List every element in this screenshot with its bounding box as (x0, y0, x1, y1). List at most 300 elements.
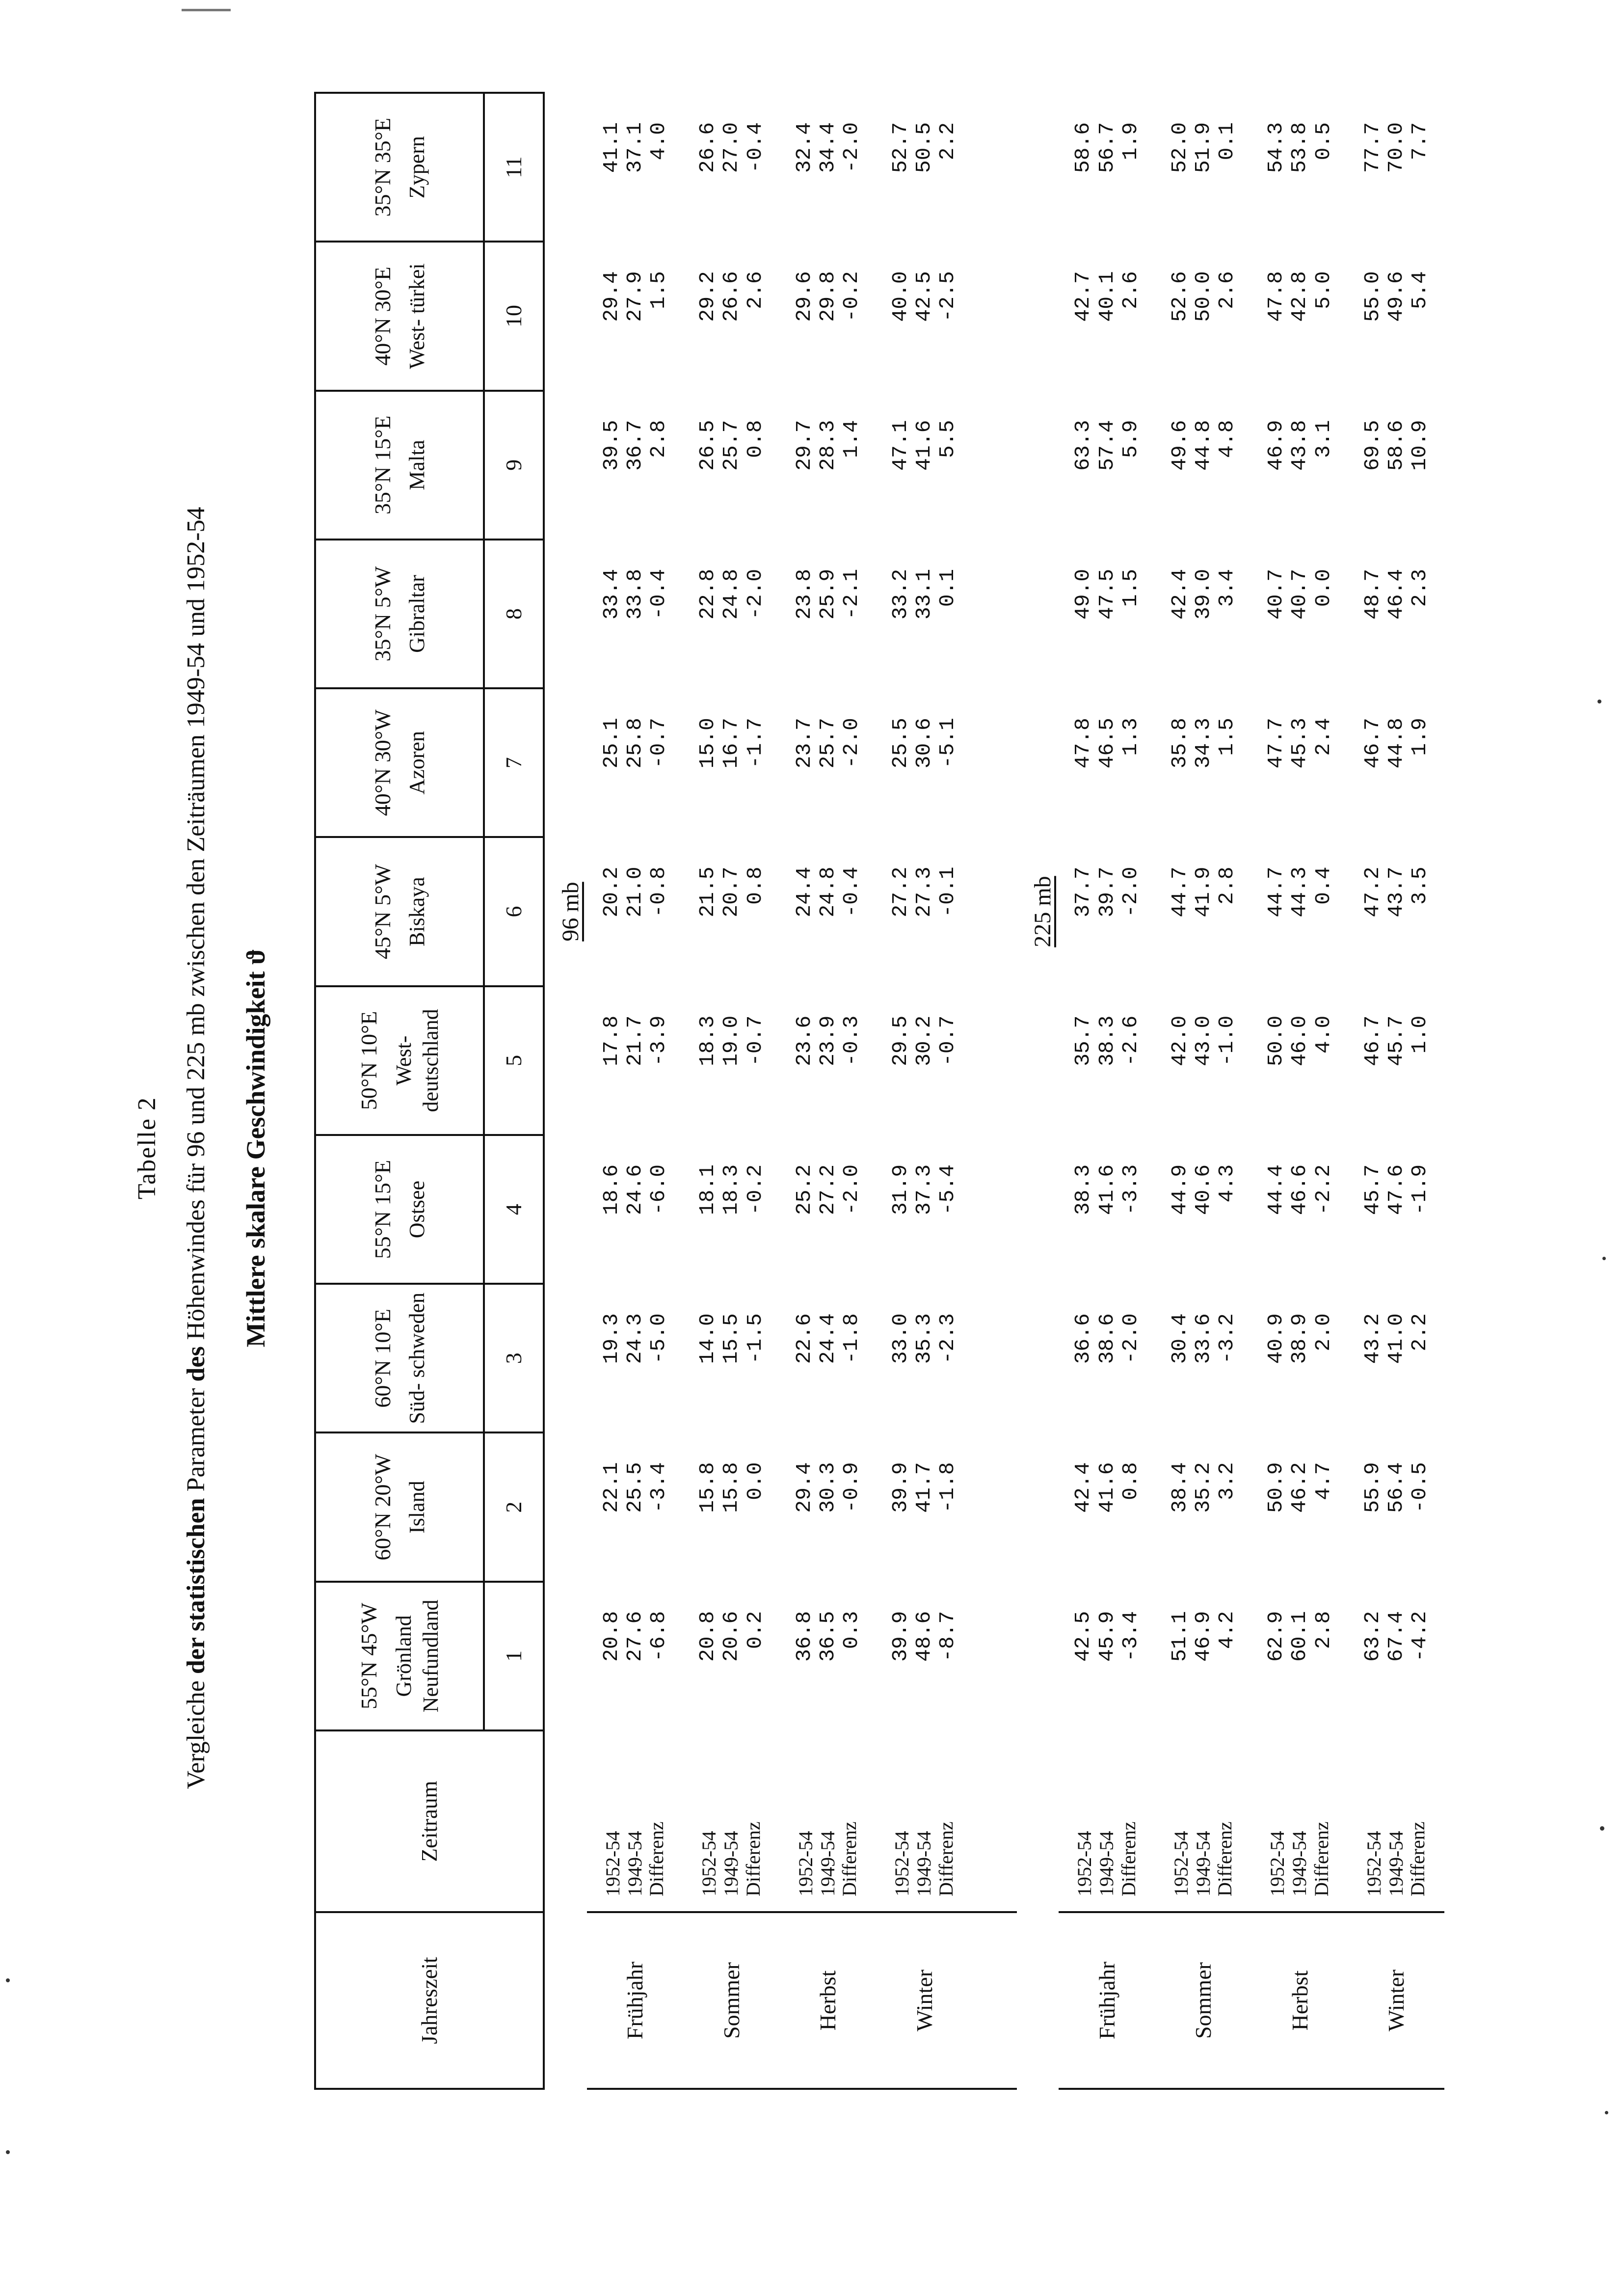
wind-speed-value: -0.8 (646, 866, 671, 918)
wind-speed-value: 47.5 (1094, 568, 1119, 620)
wind-speed-value: 42.4 (1071, 1462, 1095, 1513)
wind-speed-value: -5.1 (935, 718, 960, 769)
scan-speck (1600, 1826, 1604, 1831)
wind-speed-value: 24.8 (719, 568, 744, 620)
wind-speed-value: 46.4 (1384, 568, 1408, 620)
wind-speed-value: 30.2 (912, 1015, 936, 1066)
wind-speed-value: -1.8 (839, 1313, 863, 1364)
wind-speed-value: 44.3 (1287, 866, 1312, 918)
wind-speed-value: 42.5 (912, 271, 936, 322)
value-cell (876, 1284, 972, 1432)
wind-speed-value: 1.3 (1118, 718, 1143, 756)
wind-speed-value: 41.6 (1094, 1164, 1119, 1216)
table-row (876, 93, 972, 2089)
table-row (1155, 93, 1251, 2089)
wind-speed-value: 3.4 (1215, 568, 1239, 607)
wind-speed-value: -2.2 (1311, 1164, 1335, 1216)
period-label: 1949-54 (1384, 1831, 1407, 1896)
level-row (1017, 93, 1059, 2089)
value-cell (587, 93, 683, 242)
wind-speed-value: 36.6 (1071, 1313, 1095, 1364)
value-cell (1348, 93, 1444, 242)
station-coord: 35°N 5°W (370, 566, 395, 662)
value-cell (876, 93, 972, 242)
level-spacer (544, 1730, 587, 1912)
scan-speck (1602, 1257, 1606, 1260)
value-cell (1251, 93, 1348, 242)
station-name: Grönland Neufundland (391, 1599, 443, 1713)
table-subtitle (240, 0, 271, 2296)
wind-speed-value: 25.7 (719, 420, 744, 471)
wind-speed-value: 21.0 (622, 866, 647, 918)
wind-speed-value: 47.2 (1360, 866, 1384, 918)
title-bold-part: des (182, 1346, 210, 1382)
value-cell (1348, 1582, 1444, 1730)
wind-speed-value: 29.6 (792, 271, 816, 322)
value-cell (1059, 242, 1155, 390)
value-cell (1155, 986, 1251, 1135)
level-spacer (1017, 1912, 1059, 2089)
wind-speed-value: 0.2 (743, 1611, 767, 1649)
wind-speed-value: 47.6 (1384, 1164, 1408, 1216)
wind-speed-value: 18.1 (695, 1164, 720, 1216)
station-name: Gibraltar (405, 575, 429, 653)
season-label: Herbst (780, 1912, 876, 2089)
title-part: Höhenwindes für 96 und 225 mb zwischen den Zeiträumen 1949-54 und 1952-54 (182, 507, 210, 1340)
wind-speed-value: 37.3 (912, 1164, 936, 1216)
wind-speed-value: 7.7 (1408, 122, 1432, 161)
value-cell (683, 93, 779, 242)
wind-speed-value: 0.5 (1311, 122, 1335, 161)
wind-speed-value: 43.0 (1191, 1015, 1215, 1066)
season-column-header: Jahreszeit (315, 1912, 544, 2089)
value-cell (587, 986, 683, 1135)
wind-speed-value: 22.8 (695, 568, 720, 620)
wind-speed-value: 47.7 (1264, 718, 1288, 769)
value-cell (780, 1432, 876, 1581)
wind-speed-value: 5.9 (1118, 420, 1143, 459)
wind-speed-value: 46.9 (1191, 1611, 1215, 1662)
wind-speed-value: 15.5 (719, 1313, 744, 1364)
table-row (587, 93, 683, 2089)
wind-speed-value: 25.9 (815, 568, 840, 620)
value-cell (587, 837, 683, 986)
period-cell (1348, 1730, 1444, 1912)
wind-speed-value: 41.9 (1191, 866, 1215, 918)
wind-speed-value: 69.5 (1360, 420, 1384, 471)
wind-speed-value: 43.2 (1360, 1313, 1384, 1364)
wind-speed-value: 52.0 (1167, 122, 1192, 173)
wind-speed-value: 44.7 (1167, 866, 1192, 918)
wind-speed-value: -0.1 (935, 866, 960, 918)
value-cell (876, 1135, 972, 1284)
wind-speed-value: 42.0 (1167, 1015, 1192, 1066)
value-cell (683, 986, 779, 1135)
value-cell (1059, 1432, 1155, 1581)
title-bold-part: der statistischen (182, 1498, 210, 1675)
value-cell (1059, 688, 1155, 837)
period-label: 1952-54 (1170, 1831, 1192, 1896)
table-title (182, 0, 211, 2296)
level-spacer (1017, 1730, 1059, 1912)
wind-speed-value: 26.6 (719, 271, 744, 322)
period-label: 1952-54 (1073, 1831, 1096, 1896)
station-name: Malta (405, 439, 429, 490)
wind-speed-value: 18.3 (695, 1015, 720, 1066)
wind-speed-value: 38.4 (1167, 1462, 1192, 1513)
value-cell (683, 837, 779, 986)
wind-speed-value: 26.6 (695, 122, 720, 173)
period-label: Differenz (645, 1821, 668, 1896)
value-cell (587, 1135, 683, 1284)
wind-speed-value: -8.7 (935, 1611, 960, 1662)
wind-speed-value: 0.0 (743, 1462, 767, 1500)
wind-speed-value: 42.7 (1071, 271, 1095, 322)
value-cell (780, 1284, 876, 1432)
wind-speed-value: 0.4 (1311, 866, 1335, 905)
wind-speed-value: 40.1 (1094, 271, 1119, 322)
wind-speed-value: 44.4 (1264, 1164, 1288, 1216)
wind-speed-value: 5.0 (1311, 271, 1335, 309)
wind-speed-value: 15.0 (695, 718, 720, 769)
wind-speed-value: 23.8 (792, 568, 816, 620)
wind-speed-value: 29.5 (888, 1015, 913, 1066)
station-header (315, 1135, 484, 1284)
wind-speed-value: 4.2 (1215, 1611, 1239, 1649)
wind-speed-value: 4.3 (1215, 1164, 1239, 1203)
wind-speed-value: 45.7 (1384, 1015, 1408, 1066)
value-cell (1251, 1284, 1348, 1432)
wind-speed-value: 15.8 (719, 1462, 744, 1513)
wind-speed-value: 27.0 (719, 122, 744, 173)
wind-speed-value: 2.0 (1311, 1313, 1335, 1351)
value-cell (780, 837, 876, 986)
wind-speed-value: 1.5 (1215, 718, 1239, 756)
column-number: 5 (484, 986, 544, 1135)
value-cell (1348, 837, 1444, 986)
wind-speed-value: 45.9 (1094, 1611, 1119, 1662)
value-cell (1348, 688, 1444, 837)
value-cell (1348, 242, 1444, 390)
subtitle-symbol: ϑ (241, 948, 270, 965)
wind-speed-value: 44.9 (1167, 1164, 1192, 1216)
wind-speed-value: -6.0 (646, 1164, 671, 1216)
wind-speed-value: 70.0 (1384, 122, 1408, 173)
value-cell (1348, 540, 1444, 688)
wind-speed-value: -2.1 (839, 568, 863, 620)
value-cell (1251, 986, 1348, 1135)
wind-speed-value: 4.7 (1311, 1462, 1335, 1500)
period-label: 1949-54 (1288, 1831, 1311, 1896)
wind-speed-value: 43.7 (1384, 866, 1408, 918)
wind-speed-value: 38.6 (1094, 1313, 1119, 1364)
wind-speed-value: 54.3 (1264, 122, 1288, 173)
wind-speed-value: 27.6 (622, 1611, 647, 1662)
wind-speed-value: 30.4 (1167, 1313, 1192, 1364)
period-cell (1059, 1730, 1155, 1912)
wind-speed-value: 41.0 (1384, 1313, 1408, 1364)
wind-speed-value: 47.8 (1264, 271, 1288, 322)
value-cell (780, 540, 876, 688)
wind-speed-value: 38.3 (1071, 1164, 1095, 1216)
wind-speed-value: 24.6 (622, 1164, 647, 1216)
value-cell (1059, 1135, 1155, 1284)
wind-speed-value: 0.3 (839, 1611, 863, 1649)
wind-speed-value: 46.7 (1360, 1015, 1384, 1066)
wind-speed-value: -2.5 (935, 271, 960, 322)
station-coord: 55°N 45°W (356, 1602, 382, 1709)
value-cell (683, 688, 779, 837)
period-label: Differenz (934, 1821, 957, 1896)
value-cell (683, 1582, 779, 1730)
wind-speed-value: 25.2 (792, 1164, 816, 1216)
wind-speed-value: 42.5 (1071, 1611, 1095, 1662)
scan-speck (1605, 2111, 1608, 2114)
value-cell (876, 688, 972, 837)
period-label: Differenz (838, 1821, 861, 1896)
station-coord: 40°N 30°E (370, 267, 395, 366)
period-label: 1952-54 (1266, 1831, 1289, 1896)
value-cell (1348, 1432, 1444, 1581)
wind-speed-value: -2.0 (839, 1164, 863, 1216)
value-cell (1155, 93, 1251, 242)
wind-speed-value: 39.7 (1094, 866, 1119, 918)
value-cell (1155, 688, 1251, 837)
gap-cell (973, 93, 1017, 1730)
period-label: Differenz (1407, 1821, 1429, 1896)
value-cell (1059, 93, 1155, 242)
value-cell (1251, 688, 1348, 837)
value-cell (876, 1432, 972, 1581)
value-cell (587, 1284, 683, 1432)
wind-speed-value: 36.7 (622, 420, 647, 471)
wind-speed-value: 1.9 (1408, 718, 1432, 756)
wind-speed-value: 33.2 (888, 568, 913, 620)
wind-speed-value: 2.2 (935, 122, 960, 161)
season-label: Frühjahr (1059, 1912, 1155, 2089)
column-number: 2 (484, 1432, 544, 1581)
wind-speed-value: 44.8 (1384, 718, 1408, 769)
value-cell (1348, 391, 1444, 540)
wind-speed-value: 21.7 (622, 1015, 647, 1066)
value-cell (587, 688, 683, 837)
wind-speed-value: 20.2 (599, 866, 623, 918)
wind-speed-value: 27.2 (888, 866, 913, 918)
wind-speed-value: 25.5 (622, 1462, 647, 1513)
wind-speed-value: 25.7 (815, 718, 840, 769)
station-coord: 45°N 5°W (370, 864, 395, 960)
wind-speed-value: -2.3 (935, 1313, 960, 1364)
wind-speed-value: 2.3 (1408, 568, 1432, 607)
station-coord: 40°N 30°W (370, 709, 395, 816)
wind-speed-value: 41.1 (599, 122, 623, 173)
wind-speed-value: 43.8 (1287, 420, 1312, 471)
wind-speed-value: 25.1 (599, 718, 623, 769)
wind-speed-value: 4.8 (1215, 420, 1239, 459)
wind-speed-value: 39.0 (1191, 568, 1215, 620)
wind-speed-value: 46.2 (1287, 1462, 1312, 1513)
station-name: Biskaya (405, 877, 429, 946)
period-label: 1952-54 (698, 1831, 720, 1896)
pressure-level-label: 225 mb (1029, 876, 1056, 947)
period-label: 1952-54 (891, 1831, 913, 1896)
wind-speed-value: 26.5 (695, 420, 720, 471)
value-cell (683, 391, 779, 540)
column-number: 3 (484, 1284, 544, 1432)
wind-speed-value: 20.7 (719, 866, 744, 918)
period-label: 1949-54 (1095, 1831, 1118, 1896)
season-label: Sommer (683, 1912, 779, 2089)
column-number: 10 (484, 242, 544, 390)
wind-speed-value: 18.6 (599, 1164, 623, 1216)
value-cell (1059, 1284, 1155, 1432)
wind-speed-value: 4.0 (1311, 1015, 1335, 1054)
wind-speed-value: 24.8 (815, 866, 840, 918)
value-cell (1155, 1582, 1251, 1730)
wind-speed-value: 0.0 (1311, 568, 1335, 607)
wind-speed-value: 49.0 (1071, 568, 1095, 620)
wind-speed-value: 1.9 (1118, 122, 1143, 161)
table-row (1251, 93, 1348, 2089)
wind-speed-value: 5.4 (1408, 271, 1432, 309)
value-cell (1059, 986, 1155, 1135)
wind-speed-value: 27.9 (622, 271, 647, 322)
period-label: 1952-54 (601, 1831, 624, 1896)
station-name: Azoren (405, 731, 429, 795)
period-label: Differenz (742, 1821, 764, 1896)
period-label: 1949-54 (912, 1831, 935, 1896)
wind-speed-value: 24.4 (792, 866, 816, 918)
station-header (315, 242, 484, 390)
value-cell (876, 242, 972, 390)
season-label: Herbst (1251, 1912, 1348, 2089)
wind-speed-value: -1.8 (935, 1462, 960, 1513)
value-cell (1251, 1582, 1348, 1730)
wind-speed-value: -6.8 (646, 1611, 671, 1662)
wind-speed-value: 31.9 (888, 1164, 913, 1216)
value-cell (1348, 986, 1444, 1135)
wind-speed-value: 45.3 (1287, 718, 1312, 769)
station-header (315, 688, 484, 837)
value-cell (876, 540, 972, 688)
station-coord: 35°N 35°E (370, 117, 395, 217)
wind-speed-value: 56.4 (1384, 1462, 1408, 1513)
period-cell (1155, 1730, 1251, 1912)
column-number: 6 (484, 837, 544, 986)
value-cell (683, 1432, 779, 1581)
period-label: 1949-54 (720, 1831, 743, 1896)
column-number: 1 (484, 1582, 544, 1730)
level-row (544, 93, 587, 2089)
level-spacer (544, 1912, 587, 2089)
wind-speed-value: 58.6 (1384, 420, 1408, 471)
wind-speed-value: 53.8 (1287, 122, 1312, 173)
wind-speed-value: 24.3 (622, 1313, 647, 1364)
wind-speed-value: 50.0 (1191, 271, 1215, 322)
wind-speed-value: 35.7 (1071, 1015, 1095, 1066)
wind-speed-value: 30.3 (815, 1462, 840, 1513)
value-cell (683, 1135, 779, 1284)
wind-speed-value: -0.2 (743, 1164, 767, 1216)
wind-speed-value: 5.5 (935, 420, 960, 459)
wind-speed-value: 1.0 (1408, 1015, 1432, 1054)
station-coord: 60°N 20°W (370, 1454, 395, 1561)
wind-speed-value: -1.5 (743, 1313, 767, 1364)
column-number: 4 (484, 1135, 544, 1284)
wind-speed-value: -5.0 (646, 1313, 671, 1364)
wind-speed-value: 20.6 (719, 1611, 744, 1662)
wind-speed-value: 1.5 (646, 271, 671, 309)
value-cell (1155, 540, 1251, 688)
station-name: West- deutschland (391, 1009, 443, 1112)
value-cell (1348, 1135, 1444, 1284)
station-header (315, 837, 484, 986)
wind-speed-value: -2.0 (839, 122, 863, 173)
period-cell (683, 1730, 779, 1912)
season-label: Frühjahr (587, 1912, 683, 2089)
wind-speed-value: 36.5 (815, 1611, 840, 1662)
wind-speed-value: 2.8 (646, 420, 671, 459)
wind-speed-value: 3.5 (1408, 866, 1432, 905)
station-header (315, 1432, 484, 1581)
wind-speed-value: 47.1 (888, 420, 913, 471)
station-name: Ostsee (405, 1180, 429, 1239)
level-label-cell (1017, 93, 1059, 1730)
wind-speed-value: 29.4 (792, 1462, 816, 1513)
station-header (315, 1582, 484, 1730)
table-row (1059, 93, 1155, 2089)
wind-speed-value: 2.8 (1215, 866, 1239, 905)
value-cell (780, 391, 876, 540)
period-cell (780, 1730, 876, 1912)
wind-speed-value: 1.5 (1118, 568, 1143, 607)
wind-speed-value: -0.9 (839, 1462, 863, 1513)
wind-speed-value: 40.0 (888, 271, 913, 322)
wind-speed-value: 0.1 (935, 568, 960, 607)
wind-speed-value: 30.6 (912, 718, 936, 769)
wind-speed-value: 45.7 (1360, 1164, 1384, 1216)
wind-speed-value: 3.2 (1215, 1462, 1239, 1500)
wind-speed-value: 47.8 (1071, 718, 1095, 769)
station-coord: 35°N 15°E (370, 415, 395, 515)
wind-speed-value: 42.8 (1287, 271, 1312, 322)
wind-speed-value: 60.1 (1287, 1611, 1312, 1662)
wind-speed-table (314, 92, 1444, 2090)
wind-speed-value: 18.3 (719, 1164, 744, 1216)
wind-speed-value: 46.0 (1287, 1015, 1312, 1066)
wind-speed-value: 20.8 (695, 1611, 720, 1662)
wind-speed-value: -3.4 (1118, 1611, 1143, 1662)
wind-speed-value: 50.9 (1264, 1462, 1288, 1513)
level-label-cell (544, 93, 587, 1730)
gap-cell (973, 1730, 1017, 1912)
wind-speed-value: 49.6 (1167, 420, 1192, 471)
subtitle-text: Mittlere skalare Geschwindigkeit (241, 971, 270, 1348)
station-header (315, 391, 484, 540)
value-cell (1155, 1284, 1251, 1432)
wind-speed-value: 23.6 (792, 1015, 816, 1066)
wind-speed-value: 41.7 (912, 1462, 936, 1513)
wind-speed-value: 62.9 (1264, 1611, 1288, 1662)
wind-speed-value: -1.7 (743, 718, 767, 769)
wind-speed-value: 1.4 (839, 420, 863, 459)
wind-speed-value: -3.2 (1215, 1313, 1239, 1364)
wind-speed-value: 39.9 (888, 1462, 913, 1513)
value-cell (1059, 391, 1155, 540)
period-label: 1949-54 (1192, 1831, 1214, 1896)
wind-speed-value: 15.8 (695, 1462, 720, 1513)
wind-speed-value: 56.7 (1094, 122, 1119, 173)
